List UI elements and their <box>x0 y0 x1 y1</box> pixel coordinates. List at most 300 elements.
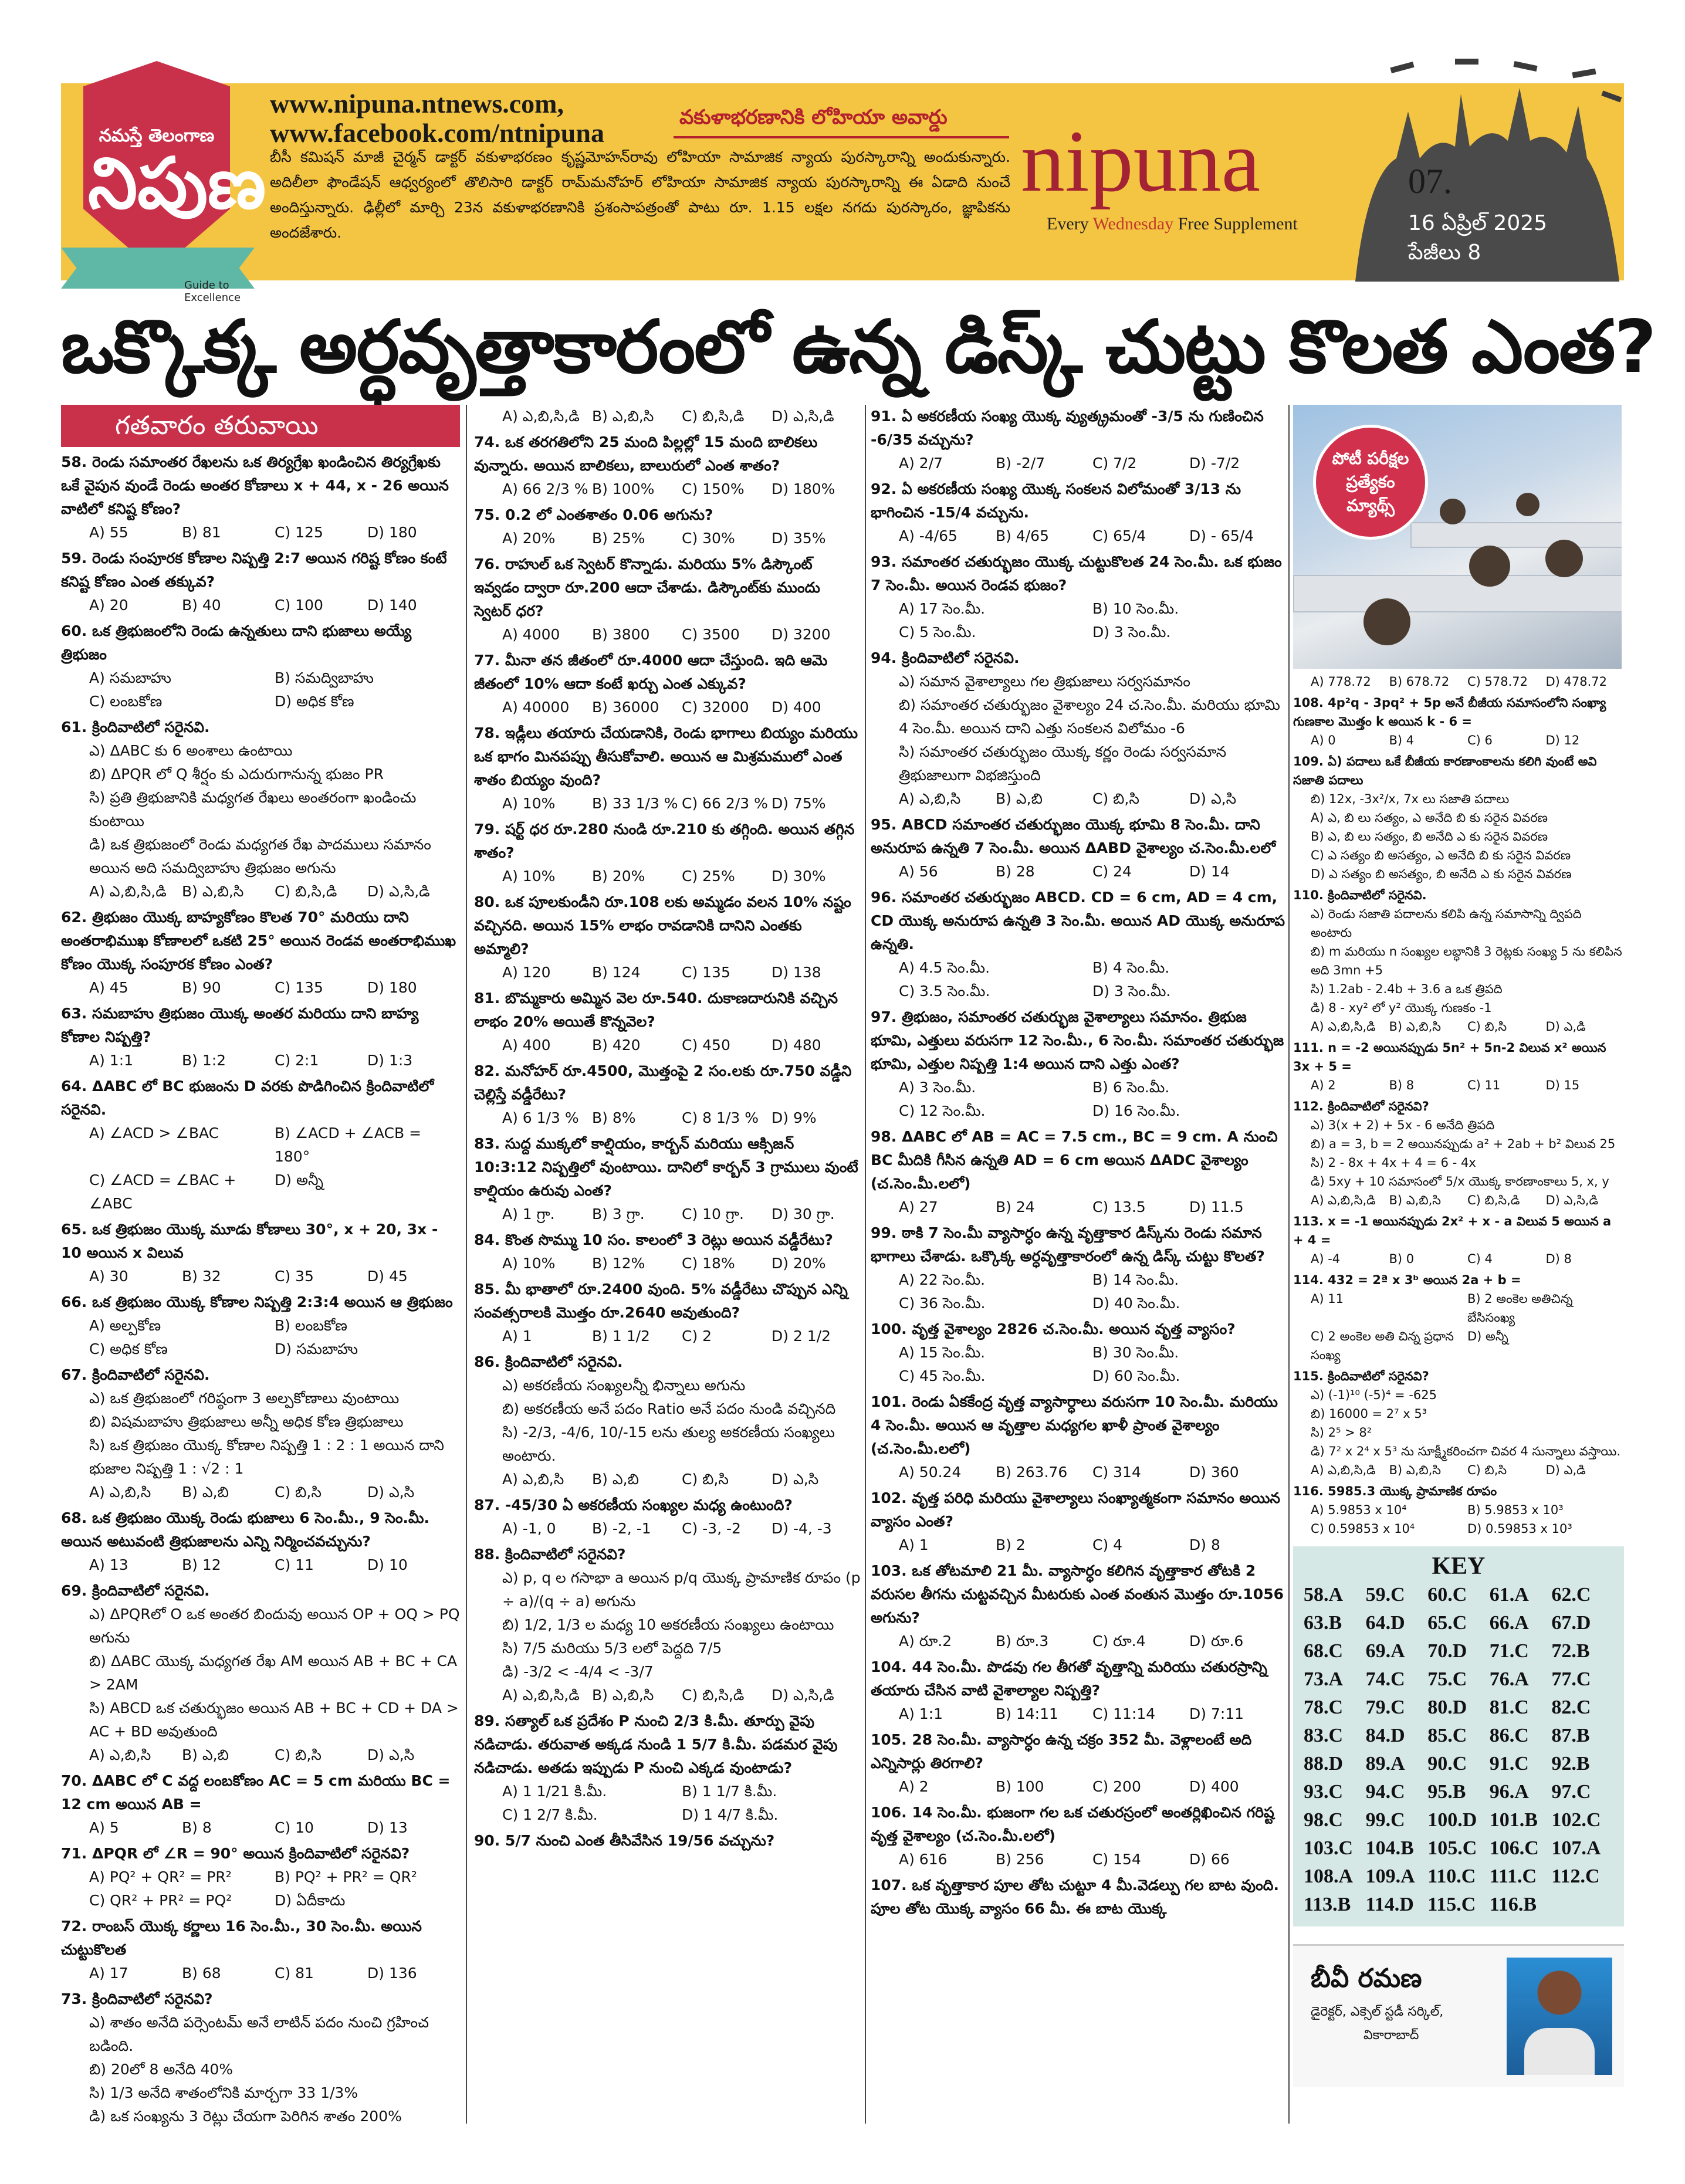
question-statement: డి) 5xy + 10 సమాసంలో 5/x యొక్క కారణాంకాలు 5, x, y <box>1311 1174 1609 1188</box>
answer-key-item: 85.C <box>1427 1725 1467 1746</box>
question-item <box>1293 1482 1624 1538</box>
question-stem <box>474 1494 861 1517</box>
answer-option: B) 14:11 <box>996 1705 1058 1722</box>
desk-row <box>1293 575 1622 612</box>
answer-option: B) ఎ,బి,సి <box>182 883 244 900</box>
question-stem <box>61 1842 460 1865</box>
answer-option: C) 8 1/3 % <box>682 1109 759 1126</box>
question-item <box>474 1132 861 1226</box>
question-item <box>61 716 460 903</box>
answer-options <box>89 1049 460 1072</box>
question-stem <box>871 1318 1286 1341</box>
answer-option: D) 140 <box>367 597 417 614</box>
question-item <box>61 1842 460 1912</box>
question-statement: ఎ) అకరణీయ సంఖ్యలన్నీ భిన్నాలు అగును <box>502 1377 746 1394</box>
answer-option: B) ఎ,బి <box>182 1746 229 1763</box>
answer-key-item: 80.D <box>1427 1697 1467 1718</box>
question-stem <box>1293 1097 1624 1116</box>
question-item <box>61 1579 460 1767</box>
answer-option: D) 3 సెం.మీ. <box>1092 624 1171 641</box>
question-number: 93. <box>871 553 897 570</box>
answer-option: A) ఎ,బి,సి <box>89 1746 151 1763</box>
question-stem <box>61 1291 460 1314</box>
answer-option: D) 400 <box>772 699 821 716</box>
answer-option: B) రూ.3 <box>996 1633 1049 1650</box>
answer-option: D) 13 <box>367 1819 408 1836</box>
answer-option: B) 4/65 <box>996 527 1049 544</box>
answer-option: B) 3 గ్రా. <box>592 1206 645 1223</box>
question-list <box>474 405 861 1853</box>
answer-options <box>1311 1501 1624 1538</box>
question-statement: బి) సమాంతర చతుర్భుజం వైశాల్యం 24 చ.సెం.మీ. మరియు భూమి 4 సెం.మీ. అయిన దాని ఎత్తు సంకలన విలోమం -6 <box>899 696 1280 737</box>
question-text: రాంబస్ యొక్క కర్ణాలు 16 సెం.మీ., 30 సెం.మీ. అయిన చుట్టుకొలత <box>61 1918 422 1958</box>
answer-option: B) 5.9853 x 10³ <box>1467 1503 1564 1517</box>
answer-option: C) 7/2 <box>1092 455 1137 472</box>
question-stem <box>871 1125 1286 1196</box>
student-head <box>1545 540 1583 577</box>
question-stem <box>1293 693 1624 731</box>
answer-key-item: 103.C <box>1304 1837 1354 1859</box>
answer-key <box>1293 1546 1624 1926</box>
question-number: 82. <box>474 1062 500 1079</box>
answer-option: C) 18% <box>682 1255 735 1272</box>
answer-options <box>899 1848 1286 1871</box>
question-text: ఒక తరగతిలోని 25 మంది పిల్లల్లో 15 మంది బాలికలు వున్నారు. అయిన బాలికలు, బాలురులో ఎంత శాతం? <box>474 434 818 474</box>
question-number: 104. <box>871 1658 907 1675</box>
answer-option: A) ఎ,బి,సి <box>89 1484 151 1501</box>
answer-option: C) అధిక కోణ <box>89 1340 168 1357</box>
answer-option: C) బి,సి,డి <box>1467 1193 1520 1207</box>
question-text: 44 సెం.మీ. పొడవు గల తీగతో వృత్తాన్ని మరియు చతురస్రాన్ని తయారు చేసిన వాటి వైశాల్యాల నిష్పత్తి? <box>871 1658 1267 1699</box>
question-text: ఒక త్రిభుజం యొక్క రెండు భుజాలు 6 సెం.మీ., 9 సెం.మీ. అయిన అటువంటి త్రిభుజాలను ఎన్ని నిర్మించవచ్చును? <box>61 1509 429 1550</box>
answer-option: D) 45 <box>367 1268 408 1285</box>
answer-key-item: 111.C <box>1489 1865 1537 1887</box>
answer-option: B) 25% <box>592 530 645 547</box>
answer-option: B) 10 సెం.మీ. <box>1092 600 1179 617</box>
question-text: క్రిందివాటిలో సరైనవి? <box>92 1990 213 2007</box>
answer-option: D) ఎ,సి,డి <box>772 408 834 425</box>
answer-option: D) 400 <box>1189 1778 1239 1795</box>
question-number: 71. <box>61 1845 87 1862</box>
question-text: క్రిందివాటిలో సరైనవి? <box>1328 1099 1429 1113</box>
answer-option: A) 17 <box>89 1965 128 1982</box>
question-text: సత్యాల్ ఒక ప్రదేశం P నుంచి 2/3 కి.మీ. తూర్పు వైపు నడిచాడు. తరువాత అక్కడ నుండి 1 5/7 కి.మీ. పడమర వైపు నడిచాడు. అతడు ఇప్పుడు P నుంచి ఎక్కడ వుంటాడు? <box>474 1712 838 1776</box>
answer-options <box>1311 1289 1624 1364</box>
answer-option: C) 11:14 <box>1092 1705 1156 1722</box>
answer-options <box>1311 1076 1624 1095</box>
question-text: త్రిభుజం యొక్క బాహ్యకోణం కొలత 70° మరియు దాని అంతరాభిముఖ కోణాలలో ఒకటి 25° అయిన రెండవ అంతరాభిముఖ కోణం యొక్క సంపూరక కోణం ఎంత? <box>61 909 456 973</box>
answer-key-item: 76.A <box>1489 1668 1529 1690</box>
answer-option: C) 13.5 <box>1092 1198 1146 1215</box>
question-item <box>474 1543 861 1707</box>
answer-option: D) ఎ,సి <box>367 1484 415 1501</box>
answer-options <box>502 1106 861 1130</box>
answer-option: A) 56 <box>899 863 938 880</box>
tagline-post: Free Supplement <box>1178 214 1298 233</box>
answer-option: B) సమద్విబాహు <box>275 669 374 686</box>
answer-key-item: 58.A <box>1304 1584 1344 1606</box>
question-list <box>61 451 460 2128</box>
question-item <box>871 1125 1286 1219</box>
question-item <box>871 550 1286 644</box>
answer-key-item: 101.B <box>1489 1809 1538 1831</box>
answer-option: A) -4 <box>1311 1252 1341 1266</box>
question-stem <box>871 1390 1286 1461</box>
answer-key-item: 68.C <box>1304 1640 1344 1662</box>
question-item <box>871 478 1286 548</box>
question-item <box>474 1228 861 1275</box>
answer-key-item: 87.B <box>1551 1725 1590 1746</box>
question-text: 4p²q - 3pq² + 5p అనే బీజీయ సమాసంలోని సంఖ్యా గుణకాల మొత్తం k అయిన k - 6 = <box>1293 696 1606 729</box>
answer-option: B) 678.72 <box>1389 675 1450 689</box>
answer-option: C) 12 సెం.మీ. <box>899 1102 986 1119</box>
question-statement: ఎ) ఒక త్రిభుజంలో గరిష్ఠంగా 3 అల్పకోణాలు వుంటాయి <box>89 1390 400 1407</box>
answer-option: C) 10 <box>275 1819 314 1836</box>
answer-option: B) 2 <box>996 1536 1026 1553</box>
question-text: ఠాకి 7 సెం.మీ వ్యాసార్ధం ఉన్న వృత్తాకార డిస్క్‌ను రెండు సమాన భాగాలు చేశాడు. ఒక్కొక్క అర్ధవృత్తాకారంలో ఉన్న డిస్క్ చుట్టు కొలత? <box>871 1224 1265 1265</box>
answer-option: C) 35 <box>275 1268 314 1285</box>
answer-options <box>502 527 861 550</box>
answer-options <box>899 1533 1286 1557</box>
answer-option: D) 480 <box>772 1037 821 1054</box>
question-item <box>474 818 861 888</box>
question-text: 5985.3 యొక్క ప్రామాణిక రూపం <box>1328 1484 1497 1498</box>
question-text: బొమ్మకారు అమ్మిన వెల రూ.540. దుకాణదారునికి వచ్చిన లాభం 20% అయితే కొన్నవెల? <box>474 990 838 1030</box>
answer-option: D) 180 <box>367 524 417 541</box>
answer-option: B) 263.76 <box>996 1464 1068 1481</box>
answer-option: A) 17 సెం.మీ. <box>899 600 986 617</box>
answer-option: B) 32 <box>182 1268 221 1285</box>
question-item <box>1293 1097 1624 1210</box>
question-number: 89. <box>474 1712 500 1729</box>
question-item <box>474 1278 861 1348</box>
question-statement: బి) 12x, -3x²/x, 7x లు సజాతి పదాలు <box>1311 792 1510 806</box>
answer-options <box>502 696 861 719</box>
answer-key-item: 107.A <box>1551 1837 1601 1859</box>
answer-option: C) 3500 <box>682 626 740 643</box>
answer-options <box>89 1553 460 1577</box>
question-statement: ఎ) ΔABC కు 6 అంశాలు ఉంటాయి <box>89 742 293 759</box>
question-item <box>61 1075 460 1215</box>
answer-key-item: 93.C <box>1304 1781 1344 1803</box>
answer-option: C) 11 <box>1467 1078 1501 1092</box>
question-stem <box>871 1801 1286 1848</box>
question-stem <box>61 1506 460 1553</box>
question-stem <box>61 1075 460 1122</box>
answer-option: A) 2/7 <box>899 455 943 472</box>
question-text: ఒక పూలకుండీని రూ.108 లకు అమ్మడం వలన 10% నష్టం వచ్చినది. అయిన 15% లాభం రావడానికి దానిని ఎంతకు అమ్మాలి? <box>474 893 851 957</box>
question-text: క్రిందివాటిలో సరైనవి. <box>92 1582 210 1599</box>
answer-options <box>502 865 861 888</box>
question-item <box>871 1874 1286 1921</box>
question-number: 81. <box>474 990 500 1007</box>
answer-options <box>1311 1461 1624 1479</box>
answer-key-item: 96.A <box>1489 1781 1529 1803</box>
answer-options <box>502 1203 861 1226</box>
question-statement: సి) 2 - 8x + 4x + 4 = 6 - 4x <box>1311 1156 1476 1170</box>
answer-option: B) 4 సెం.మీ. <box>1092 959 1170 976</box>
question-stem <box>871 1005 1286 1076</box>
answer-options <box>89 1865 460 1912</box>
question-item <box>61 1769 460 1840</box>
answer-option: A) ∠ACD > ∠BAC <box>89 1125 219 1142</box>
question-number: 83. <box>474 1135 500 1152</box>
question-text: మీనా తన జీతంలో రూ.4000 ఆదా చేస్తుంది. ఇది ఆమె జీతంలో 10% ఆదా కంటే ఖర్చు ఎంత ఎక్కువ? <box>474 652 828 692</box>
question-statement: ఎ) 3(x + 2) + 5x - 6 అనేది త్రిపది <box>1311 1118 1495 1132</box>
answer-option: D) 40 సెం.మీ. <box>1092 1295 1180 1312</box>
answer-key-item: 98.C <box>1304 1809 1344 1831</box>
answer-key-item: 81.C <box>1489 1697 1529 1718</box>
question-stem <box>474 1228 861 1252</box>
question-stem <box>474 1278 861 1325</box>
question-text: రెండు సంపూరక కోణాల నిష్పత్తి 2:7 అయిన గరిష్ట కోణం కంటే కనిష్ట కోణం ఎంత తక్కువ? <box>61 550 447 590</box>
answer-option: B) 12% <box>592 1255 645 1272</box>
answer-option: C) 2 అంకెల అతి చిన్న ప్రధాన సంఖ్య <box>1311 1329 1454 1362</box>
logo-brand-small: నమస్తే తెలంగాణ <box>99 126 215 146</box>
question-item <box>1293 672 1624 691</box>
answer-option: D) రూ.6 <box>1189 1633 1244 1650</box>
question-item <box>474 649 861 719</box>
answer-options <box>89 976 460 1000</box>
answer-option: D) 30 గ్రా. <box>772 1206 835 1223</box>
question-item <box>474 553 861 646</box>
question-item <box>474 503 861 550</box>
answer-options <box>89 1962 460 1985</box>
answer-option: B) -2/7 <box>996 455 1045 472</box>
question-stem <box>1293 1482 1624 1501</box>
author-place: వికారాబాద్ <box>1363 2028 1419 2043</box>
question-stem <box>61 906 460 976</box>
answer-option: B) 8 <box>1389 1078 1415 1092</box>
answer-option: A) 15 సెం.మీ. <box>899 1344 986 1361</box>
question-stem <box>871 550 1286 597</box>
question-number: 112. <box>1293 1099 1324 1113</box>
answer-option: C) QR² + PR² = PQ² <box>89 1892 232 1909</box>
question-stem <box>474 890 861 961</box>
question-number: 72. <box>61 1918 87 1935</box>
answer-options <box>899 1775 1286 1799</box>
question-statement: బి) 16000 = 2⁷ x 5³ <box>1311 1407 1427 1421</box>
question-stem <box>871 1221 1286 1268</box>
answer-key-item: 105.C <box>1427 1837 1477 1859</box>
answer-options <box>89 1743 460 1767</box>
question-item <box>474 1494 861 1540</box>
answer-option: B) ∠ACD + ∠ACB = 180° <box>275 1125 422 1165</box>
answer-option: A) అల్పకోణ <box>89 1317 161 1334</box>
answer-option: A) 0 <box>1311 733 1336 747</box>
question-list <box>871 405 1286 1921</box>
question-text: క్రిందివాటిలో సరైనవి. <box>1328 888 1427 902</box>
answer-option: D) 30% <box>772 868 826 885</box>
answer-key-item: 64.D <box>1365 1612 1405 1634</box>
question-statement: సి) ఒక త్రిభుజం యొక్క కోణాల నిష్పత్తి 1 : 2 : 1 అయిన దాని భుజాల నిష్పత్తి 1 : √2 : 1 <box>89 1437 444 1477</box>
answer-option: A) 10% <box>502 868 556 885</box>
answer-options <box>89 880 460 903</box>
question-number: 105. <box>871 1731 907 1748</box>
answer-key-item: 67.D <box>1551 1612 1591 1634</box>
question-item <box>61 1002 460 1072</box>
answer-option: C) 100 <box>275 597 323 614</box>
question-item <box>871 1487 1286 1557</box>
question-text: క్రిందివాటిలో సరైనవి. <box>92 719 210 736</box>
answer-option: A) -1, 0 <box>502 1520 556 1537</box>
answer-key-item: 95.B <box>1427 1781 1466 1803</box>
answer-options <box>502 1034 861 1057</box>
answer-option: C) 1 2/7 కి.మీ. <box>502 1806 598 1823</box>
column-divider <box>865 405 866 2124</box>
facebook-link[interactable]: www.facebook.com/ntnipuna <box>270 118 604 148</box>
question-text: ΔABC లో AB = AC = 7.5 cm., BC = 9 cm. A నుంచి BC మీదికి గీసిన ఉన్నతి AD = 6 cm అయిన ΔADC వైశాల్యం (చ.సెం.మీ.లలో) <box>871 1128 1278 1192</box>
question-number: 94. <box>871 649 897 666</box>
question-number: 109. <box>1293 754 1324 768</box>
author-role: డైరెక్టర్, ఎక్సెల్ స్టడీ సర్కిల్, <box>1311 2004 1444 2019</box>
question-number: 77. <box>474 652 500 669</box>
answer-options <box>899 1702 1286 1726</box>
answer-option: C) బి,సి <box>1467 1020 1507 1034</box>
answer-key-grid <box>1304 1584 1613 1916</box>
answer-options <box>1311 731 1624 750</box>
question-number: 78. <box>474 724 500 741</box>
section-banner: గతవారం తరువాయి <box>61 405 460 447</box>
answer-option: C) 25% <box>682 868 735 885</box>
question-text: క్రిందివాటిలో సరైనవి. <box>92 1366 210 1383</box>
answer-option: D) 136 <box>367 1965 417 1982</box>
answer-option: B) 12 <box>182 1556 221 1573</box>
question-text: సమాంతర చతుర్భుజం యొక్క చుట్టుకొలత 24 సెం.మీ. ఒక భుజం 7 సెం.మీ. అయిన రెండవ భుజం? <box>871 553 1282 594</box>
question-item <box>61 451 460 544</box>
answer-option: C) 450 <box>682 1037 730 1054</box>
question-stem <box>1293 752 1624 790</box>
answer-options <box>1311 1017 1624 1036</box>
question-statement: బి) 20లో 8 అనేది 40% <box>89 2061 234 2078</box>
answer-key-item: 112.C <box>1551 1865 1600 1887</box>
answer-key-item: 100.D <box>1427 1809 1477 1831</box>
answer-option: A) ఎ,బి,సి,డి <box>1311 1020 1376 1034</box>
answer-option: C) 2 <box>682 1328 712 1345</box>
question-statement: సి) 1/3 అనేది శాతంలోనికి మార్చగా 33 1/3% <box>89 2084 358 2101</box>
answer-option: A) 55 <box>89 524 128 541</box>
answer-option: A) 5.9853 x 10⁴ <box>1311 1503 1407 1517</box>
question-number: 87. <box>474 1496 500 1513</box>
answer-key-item: 104.B <box>1365 1837 1414 1859</box>
question-number: 69. <box>61 1582 87 1599</box>
issue-date: 16 ఏప్రిల్ 2025 <box>1408 211 1548 235</box>
question-text: ఏ అకరణీయ సంఖ్య యొక్క వ్యుత్క్రమంతో -3/5 ను గుణించిన -6/35 వచ్చును? <box>871 408 1264 448</box>
question-stem <box>474 818 861 865</box>
answer-option: C) 6 <box>1467 733 1493 747</box>
badge-line: పోటీ పరీక్షల <box>1332 449 1409 468</box>
question-number: 90. <box>474 1832 500 1849</box>
answer-option: C) 154 <box>1092 1851 1141 1868</box>
question-stem <box>1293 886 1624 905</box>
answer-options <box>89 594 460 617</box>
answer-option: B) 100 <box>996 1778 1044 1795</box>
question-number: 62. <box>61 909 87 926</box>
question-text: ఒక త్రిభుజం యొక్క మూడు కోణాలు 30°, x + 20, 3x - 10 అయిన x విలువ <box>61 1221 438 1261</box>
question-text: వృత్త పరిధి మరియు వైశాల్యాలు సంఖ్యాత్మకంగా సమానం అయిన వ్యాసం ఎంత? <box>871 1489 1281 1530</box>
answer-options <box>89 666 460 713</box>
question-stem <box>61 547 460 594</box>
website-link[interactable]: www.nipuna.ntnews.com, <box>270 89 564 118</box>
nipuna-wordmark: nipuna <box>1021 113 1261 210</box>
answer-option: D) 75% <box>772 795 826 812</box>
question-text: మనోహర్ రూ.4500, మొత్తంపై 2 సం.లకు రూ.750 వడ్డీని చెల్లిస్తే వడ్డీరేటు? <box>474 1062 852 1103</box>
question-number: 103. <box>871 1562 907 1579</box>
answer-option: C) బి,సి,డి <box>275 883 337 900</box>
question-number: 113. <box>1293 1214 1324 1228</box>
answer-option: C) బి,సి <box>1467 1463 1507 1477</box>
answer-option: D) 66 <box>1189 1851 1230 1868</box>
question-statement: డి) 7² x 2⁴ x 5³ ను సూక్ష్మీకరించగా చివర 4 సున్నాలు వస్తాయి. <box>1311 1444 1621 1458</box>
question-stem <box>871 1728 1286 1775</box>
answer-option: A) 778.72 <box>1311 675 1371 689</box>
answer-key-item: 97.C <box>1551 1781 1591 1803</box>
answer-options <box>502 478 861 501</box>
answer-option: B) 14 సెం.మీ. <box>1092 1271 1179 1288</box>
question-number: 85. <box>474 1281 500 1298</box>
answer-option: D) 11.5 <box>1189 1198 1244 1215</box>
answer-option: B) ఎ,బి,సి <box>592 408 654 425</box>
answer-option: B) 1 1/7 కి.మీ. <box>682 1783 777 1800</box>
answer-option: A) 6 1/3 % <box>502 1109 579 1126</box>
answer-option: A) 400 <box>502 1037 551 1054</box>
answer-key-item: 75.C <box>1427 1668 1467 1690</box>
answer-options <box>89 1122 460 1215</box>
answer-option: A) ఎ,బి,సి,డి <box>502 408 580 425</box>
answer-options <box>899 787 1286 811</box>
answer-option: D) 1:3 <box>367 1052 413 1069</box>
answer-key-title: KEY <box>1432 1553 1486 1580</box>
answer-option: B) ఎ,బి,సి <box>1389 1193 1441 1207</box>
classroom-photo <box>1293 405 1622 669</box>
question-stem <box>1293 1038 1624 1076</box>
answer-option: C) 200 <box>1092 1778 1141 1795</box>
question-number: 86. <box>474 1353 500 1370</box>
author-name: బీవీ రమణ <box>1311 1963 1422 1993</box>
answer-key-item: 115.C <box>1427 1894 1476 1915</box>
news-body: బీసీ కమిషన్ మాజీ చైర్మన్ డాక్టర్ వకుళాభరణం కృష్ణమోహన్‌రావు లోహియా సామాజిక న్యాయ పురస్కారాన్ని అందుకున్నారు. అదిలీలా ఫౌండేషన్ ఆధ్వర్యంలో తొలిసారి డాక్టర్ రామ్‌మనోహర్ లోహియా సామాజిక న్యాయ పురస్కారాన్ని ఈ ఏడాది నుంచే అందిస్తున్నారు. ఢిల్లీలో మార్చి 23న వకుళాభరణానికి ప్రశంసాపత్రంతో పాటు రూ. 1.15 లక్షల నగదు పురస్కారం, జ్ఞాపికను అందజేశారు. <box>270 148 1010 241</box>
question-item <box>871 1221 1286 1315</box>
question-item <box>61 906 460 1000</box>
question-stem <box>474 1132 861 1203</box>
question-number: 79. <box>474 821 500 838</box>
answer-options <box>502 792 861 815</box>
answer-options <box>899 1461 1286 1484</box>
answer-option: C) బి,సి <box>275 1746 322 1763</box>
issue-number: 07. <box>1408 162 1452 201</box>
answer-option: A) 11 <box>1311 1292 1344 1306</box>
answer-options <box>502 1780 861 1827</box>
question-text: x = -1 అయినప్పుడు 2x² + x - a విలువ 5 అయిన a + 4 = <box>1293 1214 1612 1247</box>
question-statement: సి) 7/5 మరియు 5/3 లలో పెద్దది 7/5 <box>502 1640 722 1657</box>
question-statement: డి) 8 - xy² లో y² యొక్క గుణకం -1 <box>1311 1001 1492 1015</box>
answer-option: B) 1 1/2 <box>592 1328 650 1345</box>
column-1 <box>61 405 460 2131</box>
supplement-tagline <box>1047 214 1298 234</box>
answer-option: A) ఎ,బి,సి,డి <box>89 883 167 900</box>
question-stem <box>1293 1212 1624 1250</box>
answer-option: C) లంబకోణ <box>89 693 163 710</box>
question-text: త్రిభుజం, సమాంతర చతుర్భుజ వైశాల్యాలు సమానం. త్రిభుజ భూమి, ఎత్తులు వరుసగా 12 సెం.మీ., 6 సెం.మీ. సమాంతర చతుర్భుజ భూమి, ఎత్తుల నిష్పత్తి 1:4 అయిన దాని ఎత్తు ఎంత? <box>871 1008 1284 1072</box>
question-statement: బి) అకరణీయ అనే పదం Ratio అనే పదం నుండి వచ్చినది <box>502 1400 836 1417</box>
question-stem <box>474 722 861 792</box>
answer-option: D) అన్నీ <box>1467 1329 1508 1343</box>
question-stem <box>474 553 861 623</box>
answer-option: C) 135 <box>275 979 323 996</box>
answer-option: A) PQ² + QR² = PR² <box>89 1868 232 1885</box>
answer-options <box>899 452 1286 475</box>
question-stem <box>871 478 1286 524</box>
